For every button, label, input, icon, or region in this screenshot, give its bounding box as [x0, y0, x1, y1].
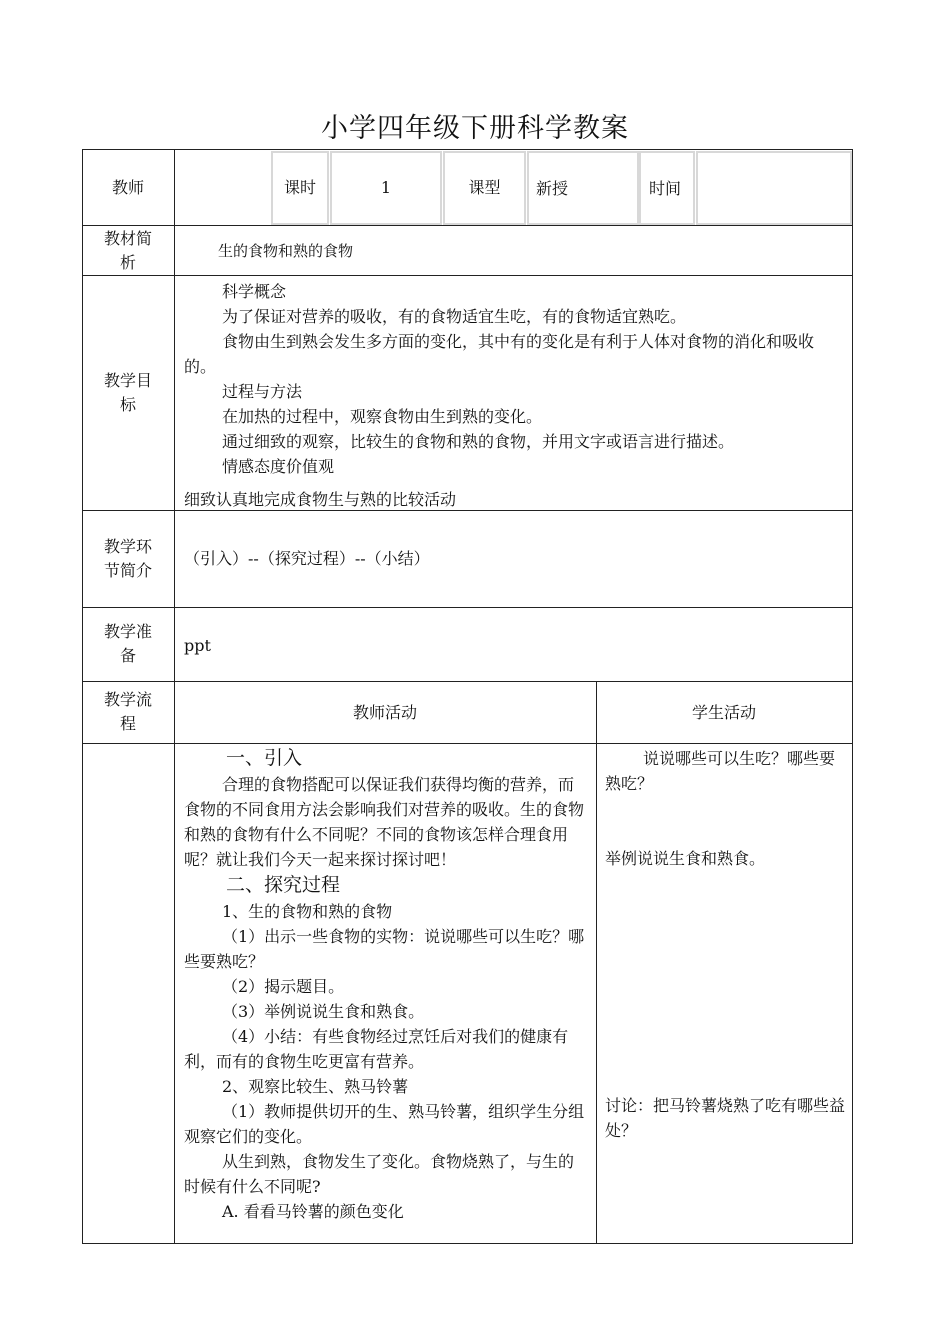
row-divider — [82, 225, 853, 226]
table-border-right — [852, 149, 853, 1244]
page-title: 小学四年级下册科学教案 — [321, 113, 629, 144]
student-activity-2: 举例说说生食和熟食。 — [605, 849, 766, 868]
step-text: 1、生的食物和熟的食物 — [222, 902, 393, 921]
column-divider — [174, 149, 175, 1244]
teacher-label: 教师 — [111, 178, 144, 197]
step-text: （2）揭示题目。 — [222, 977, 345, 996]
row-divider — [82, 681, 853, 682]
step-text: 从生到熟，食物发生了变化。食物烧熟了，与生的时候有什么不同呢? — [184, 1152, 575, 1196]
column-divider — [596, 681, 597, 1244]
step-text: A. 看看马铃薯的颜色变化 — [222, 1202, 404, 1221]
step-text: （4）小结：有些食物经过烹饪后对我们的健康有利，而有的食物生吃更富有营养。 — [184, 1027, 569, 1071]
teacher-activity-content — [184, 745, 588, 1224]
step-text: （1）出示一些食物的实物：说说哪些可以生吃？哪些要熟吃？ — [184, 927, 585, 971]
step-text: （3）举例说说生食和熟食。 — [222, 1002, 425, 1021]
steps-value: （引入）--（探究过程）--（小结） — [184, 549, 430, 568]
row-divider — [82, 275, 853, 276]
objective-line: 过程与方法 — [222, 382, 303, 401]
flow-label: 教学流程 — [103, 690, 152, 733]
row-divider — [82, 743, 853, 744]
objective-line: 在加热的过程中，观察食物由生到熟的变化。 — [222, 407, 543, 426]
intro-paragraph: 合理的食物搭配可以保证我们获得均衡的营养，而食物的不同食用方法会影响我们对营养的吸收。生的食物和熟的食物有什么不同呢？不同的食物该怎样合理食用呢？就让我们今天一起来探讨探讨吧！ — [184, 775, 585, 869]
prep-value: ppt — [184, 636, 211, 655]
objective-line: 情感态度价值观 — [222, 457, 335, 476]
table-border-left — [82, 149, 83, 1244]
period-label: 课时 — [283, 178, 316, 197]
objective-line: 细致认真地完成食物生与熟的比较活动 — [184, 490, 457, 509]
header-box-time-value — [696, 151, 852, 225]
material-value: 生的食物和熟的食物 — [218, 242, 354, 260]
objectives-label: 教学目标 — [103, 371, 152, 414]
table-border-top — [82, 149, 853, 150]
period-value: 1 — [380, 178, 392, 197]
section-heading: 一、引入 — [226, 747, 303, 769]
step-text: 2、观察比较生、熟马铃薯 — [222, 1077, 409, 1096]
objective-line: 通过细致的观察，比较生的食物和熟的食物，并用文字或语言进行描述。 — [222, 432, 735, 451]
row-divider — [82, 607, 853, 608]
time-label: 时间 — [649, 179, 682, 198]
lesson-plan-table — [82, 149, 853, 1244]
teacher-activity-header: 教师活动 — [352, 703, 417, 722]
student-activity-3: 讨论：把马铃薯烧熟了吃有哪些益处？ — [605, 1096, 846, 1140]
objective-line: 为了保证对营养的吸收，有的食物适宜生吃，有的食物适宜熟吃。 — [222, 307, 687, 326]
student-activity-1: 说说哪些可以生吃？哪些要熟吃？ — [605, 749, 836, 793]
step-text: （1）教师提供切开的生、熟马铃薯，组织学生分组观察它们的变化。 — [184, 1102, 585, 1146]
objective-line: 科学概念 — [222, 282, 287, 301]
type-value: 新授 — [536, 179, 569, 198]
material-label: 教材简析 — [103, 229, 152, 272]
prep-label: 教学准备 — [103, 622, 152, 665]
section-heading: 二、探究过程 — [226, 874, 341, 896]
table-border-bottom — [82, 1243, 853, 1244]
objectives-content — [184, 279, 844, 512]
objective-line: 食物由生到熟会发生多方面的变化，其中有的变化是有利于人体对食物的消化和吸收的。 — [184, 332, 815, 376]
steps-label: 教学环节简介 — [103, 537, 152, 580]
student-activity-header: 学生活动 — [691, 703, 756, 722]
type-label: 课型 — [468, 178, 501, 197]
